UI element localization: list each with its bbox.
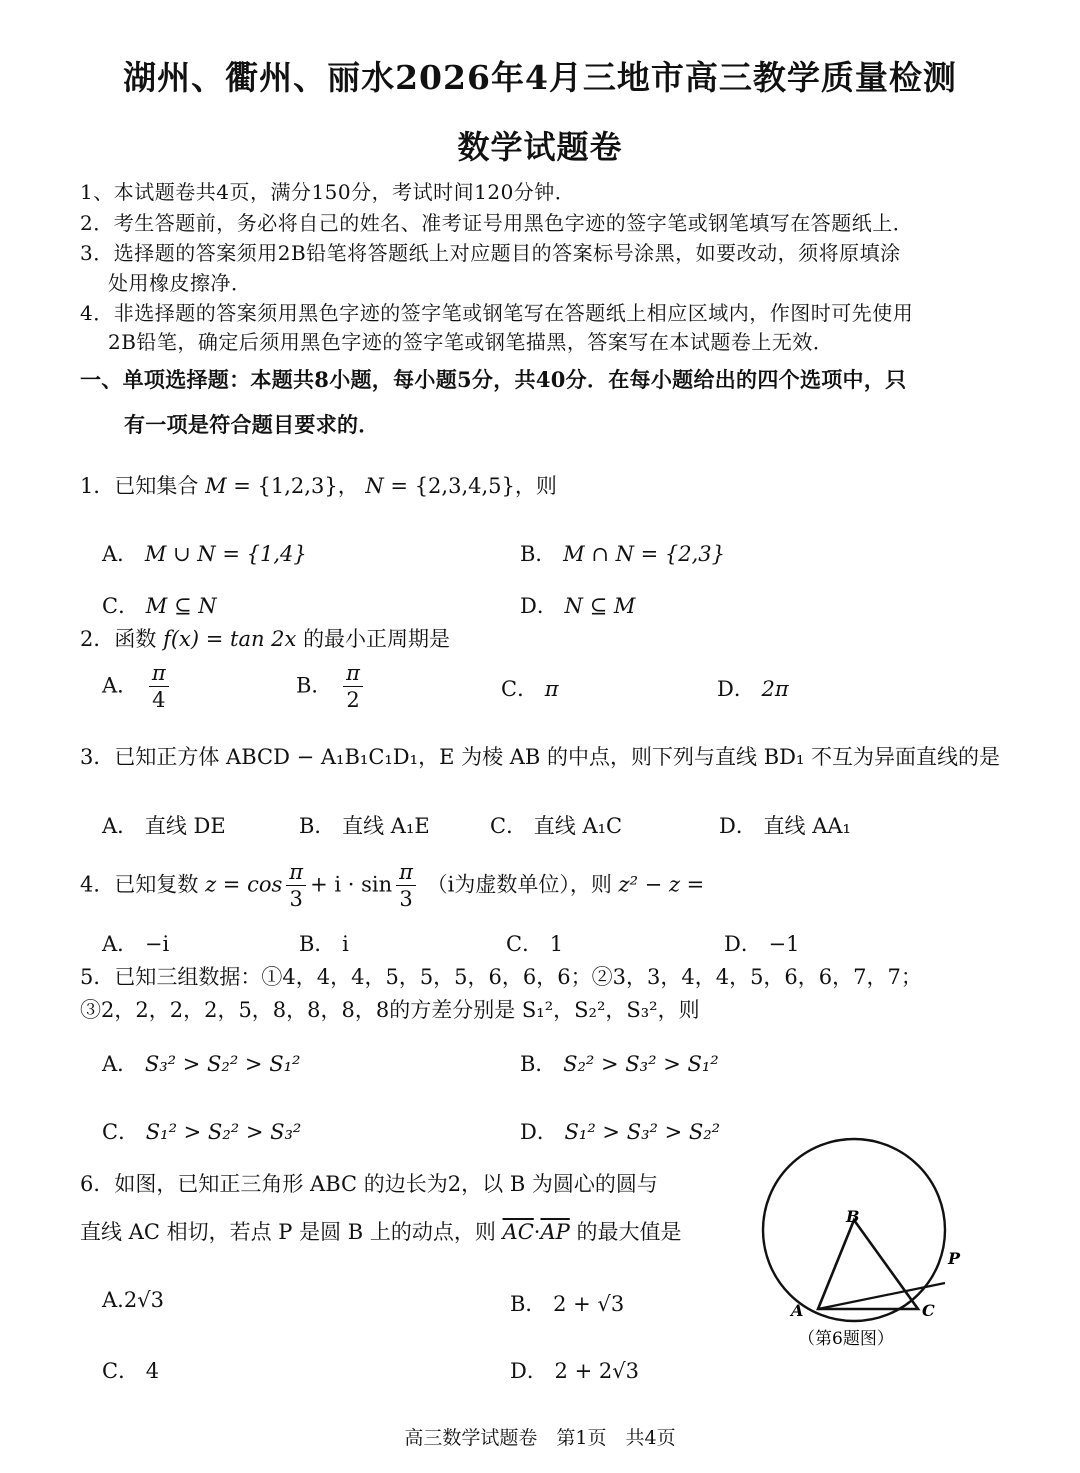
note-line-2: 2．考生答题前，务必将自己的姓名、准考证号用黑色字迹的签字笔或钢笔填写在答题纸上． [80,211,914,235]
question-number: 2． [80,627,115,651]
question-text: 已知正方体 ABCD − A₁B₁C₁D₁，E 为棱 AB 的中点，则下列与直线 BD₁ 不互为异面直线的是 [114,745,1001,769]
question-text: 函数 [114,627,157,651]
q4-option-b[interactable] [299,928,349,958]
option-label: C． [102,1359,140,1383]
option-label: C． [102,594,140,618]
question-number: 4． [80,872,115,897]
q1-option-d[interactable] [520,590,635,620]
question-text: 直线 AC 相切，若点 P 是圆 B 上的动点，则 [80,1220,496,1244]
page-title: 湖州、衢州、丽水2026年4月三地市高三教学质量检测 [123,58,957,97]
option-label: A． [102,814,139,838]
set-m-value: = {1,2,3} [226,474,338,498]
fraction-denominator: 3 [399,887,413,911]
fraction-pi-3 [396,862,416,910]
question-tail: 的最小正周期是 [303,627,451,651]
set-n: N [365,474,384,498]
option-label: B． [299,814,336,838]
note-line-3: 3．选择题的答案须用2B铅笔将答题纸上对应题目的答案标号涂黑，如要改动，须将原填涂 [80,241,901,265]
question-1 [80,470,557,500]
option-text: 直线 A₁C [533,814,623,838]
circle-b [763,1139,945,1321]
option-label: B． [299,932,336,956]
option-text: S₁² > S₃² > S₂² [564,1120,721,1144]
section-heading: 一、单项选择题：本题共8小题，每小题5分，共40分．在每小题给出的四个选项中，只 [80,367,907,392]
option-label: A． [102,1052,139,1076]
note-line-4: 4．非选择题的答案须用黑色字迹的签字笔或钢笔写在答题纸上相应区域内，作图时可先使用 [80,301,914,325]
question-5 [80,961,922,991]
dot-operator: · [533,1220,541,1244]
question-tail: 的最大值是 [576,1220,682,1244]
option-text: 2 + √3 [553,1292,625,1316]
question-6-cont [80,1216,681,1246]
label-a: A [791,1301,804,1320]
q2-option-c[interactable] [501,673,559,703]
figure-caption: （第6题图） [798,1329,894,1349]
option-label: D． [717,677,755,701]
q2-option-b[interactable] [296,663,367,711]
label-b: B [846,1207,860,1226]
function-expression: f(x) = tan 2x [163,627,297,651]
option-text: π [544,677,559,701]
set-m: M [205,474,227,498]
q6-option-a[interactable] [102,1288,164,1312]
question-4 [80,862,704,910]
option-text: 直线 AA₁ [763,814,851,838]
expr-cos: z = cos [205,872,283,897]
option-text: M ⊆ N [145,594,217,618]
option-label: B． [520,542,557,566]
q4-option-d[interactable] [724,928,800,958]
option-text: S₂² > S₃² > S₁² [563,1052,719,1076]
q6-option-d[interactable] [510,1355,639,1385]
fraction-numerator: π [396,862,416,886]
question-tail: ，则 [514,474,557,498]
q3-option-c[interactable] [490,810,622,840]
question-6-figure [760,1130,970,1360]
option-text: N ⊆ M [564,594,636,618]
option-text: M ∩ N = {2,3} [563,542,726,566]
q3-option-a[interactable] [102,810,226,840]
page-footer: 高三数学试题卷 第1页 共4页 [404,1427,676,1449]
option-text: M ∪ N = {1,4} [144,542,307,566]
option-label: D． [510,1359,548,1383]
q3-option-b[interactable] [299,810,430,840]
option-label: D． [520,594,558,618]
q2-option-d[interactable] [717,673,789,703]
note-line-4-cont: 2B铅笔，确定后须用黑色字迹的签字笔或钢笔描黑，答案写在本试题卷上无效． [108,330,834,354]
q3-option-d[interactable] [719,810,851,840]
option-fraction [149,663,169,711]
option-label: C． [490,814,528,838]
note-line-3-cont: 处用橡皮擦净． [108,271,252,295]
option-text: 4 [145,1359,160,1383]
q5-option-c[interactable] [102,1116,301,1146]
note-line-1: 1、本试题卷共4页，满分150分，考试时间120分钟． [80,180,576,204]
option-text: −i [144,932,170,956]
question-tail: （i为虚数单位），则 [426,872,612,897]
fraction-denominator: 3 [289,887,303,911]
expr-isin: + i · sin [310,872,393,897]
q5-option-b[interactable] [520,1048,719,1078]
question-number: 3． [80,745,115,769]
q5-option-a[interactable] [102,1048,300,1078]
option-label: C． [506,932,544,956]
page-subtitle: 数学试题卷 [457,128,623,166]
question-5-cont: ③2，2，2，2，5，8，8，8，8的方差分别是 S₁²，S₂²，S₃²，则 [80,998,700,1022]
option-label: A． [102,932,139,956]
option-fraction [343,663,363,711]
option-text: 2π [761,677,789,701]
question-text: 已知集合 [114,474,199,498]
q2-option-a[interactable] [102,663,173,711]
label-c: C [922,1301,935,1320]
question-3 [80,741,1000,771]
option-label: A． [102,673,139,698]
option-label: B． [510,1292,547,1316]
option-label: C． [102,1120,140,1144]
label-p: P [948,1249,961,1268]
question-number: 5． [80,965,115,989]
expr-ask: z² − z = [618,872,705,897]
q5-option-d[interactable] [520,1116,720,1146]
option-text: S₃² > S₂² > S₁² [144,1052,301,1076]
question-6 [80,1168,658,1198]
q6-option-c[interactable] [102,1355,159,1385]
section-heading-cont: 有一项是符合题目要求的． [124,412,380,437]
q6-option-b[interactable] [510,1288,624,1318]
q1-option-a[interactable] [102,538,307,568]
fraction-numerator: π [343,663,363,687]
option-text: 1 [549,932,564,956]
option-label: A． [102,542,139,566]
option-text: 直线 DE [144,814,226,838]
q4-option-a[interactable] [102,928,169,958]
fraction-denominator: 4 [152,688,166,712]
separator: ， [337,474,359,498]
option-label: D． [520,1120,558,1144]
option-label: A. [102,1288,124,1312]
q1-option-c[interactable] [102,590,217,620]
q4-option-c[interactable] [506,928,563,958]
option-label: B． [296,673,333,698]
question-2 [80,623,450,653]
option-label: B． [520,1052,557,1076]
option-text: 2√3 [123,1288,164,1312]
set-n-value: = {2,3,4,5} [383,474,515,498]
question-number: 6． [80,1172,115,1196]
vector-ac: $\overline{AC}$ [502,1220,534,1244]
question-text: 如图，已知正三角形 ABC 的边长为2，以 B 为圆心的圆与 [114,1172,658,1196]
fraction-numerator: π [149,663,169,687]
option-text: i [342,932,349,956]
option-text: −1 [768,932,800,956]
question-text: 已知复数 [114,872,199,897]
question-text: 已知三组数据：①4，4，4，5，5，5，6，6，6；②3，3，4，4，5，6，6，7，7； [114,965,922,989]
vector-ap: $\overline{AP}$ [540,1220,570,1244]
question-number: 1． [80,474,115,498]
fraction-denominator: 2 [346,688,360,712]
option-label: C． [501,677,539,701]
q1-option-b[interactable] [520,538,725,568]
option-text: 直线 A₁E [342,814,430,838]
option-label: D． [719,814,757,838]
fraction-numerator: π [286,862,306,886]
option-label: D． [724,932,762,956]
triangle-abc [818,1220,918,1309]
fraction-pi-3 [286,862,306,910]
option-text: S₁² > S₂² > S₃² [145,1120,302,1144]
option-text: 2 + 2√3 [554,1359,639,1383]
